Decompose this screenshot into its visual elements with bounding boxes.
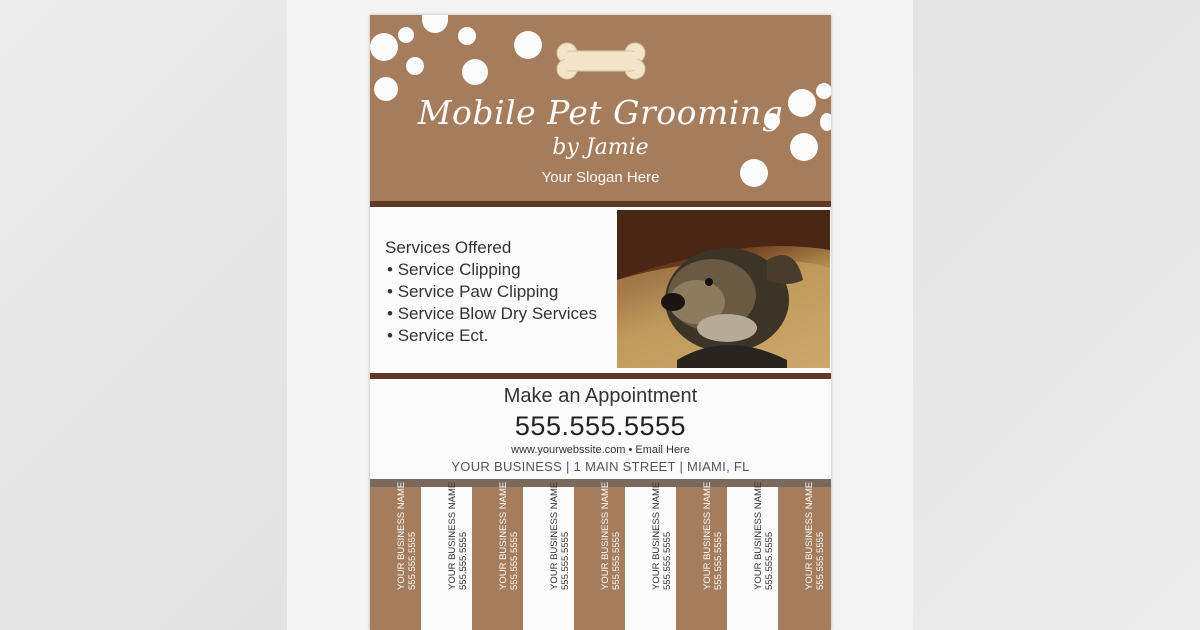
tear-off-tab[interactable]: [625, 481, 677, 630]
flyer-slogan: Your Slogan Here: [541, 169, 660, 186]
dog-bone-icon: [556, 42, 646, 80]
phone-number: 555.555.5555: [514, 411, 687, 441]
tear-off-tab[interactable]: [421, 481, 473, 630]
service-item: • Service Blow Dry Services: [387, 303, 597, 325]
flyer-subtitle: by Jamie: [552, 135, 649, 160]
tear-off-tab[interactable]: [574, 481, 626, 630]
background-left: [0, 0, 287, 630]
tab-phone: 555.555.5555: [815, 531, 826, 590]
tear-off-tab[interactable]: [370, 481, 422, 630]
dog-photo: [617, 210, 830, 368]
service-item: • Service Clipping: [387, 259, 597, 281]
flyer: [370, 15, 831, 630]
tear-off-tabs: [370, 481, 831, 630]
bubble-dot: [406, 57, 424, 75]
tab-business-name: YOUR BUSINESS NAME: [447, 481, 458, 590]
bubble-dot: [422, 15, 448, 33]
tab-business-name: YOUR BUSINESS NAME: [396, 481, 407, 590]
services-heading: Services Offered: [385, 238, 512, 257]
tab-phone: 555.555.5555: [764, 531, 775, 590]
bubble-dot: [398, 27, 414, 43]
tear-off-tab[interactable]: [727, 481, 779, 630]
flyer-title: Mobile Pet Grooming: [417, 93, 784, 132]
tear-off-tab[interactable]: [676, 481, 728, 630]
background-right: [913, 0, 1200, 630]
tab-phone: 555.555.5555: [713, 531, 724, 590]
service-item: • Service Ect.: [387, 325, 597, 347]
tab-business-name: YOUR BUSINESS NAME: [804, 481, 815, 590]
bubble-dot: [370, 33, 398, 61]
tear-off-tab[interactable]: [778, 481, 831, 630]
tab-business-name: YOUR BUSINESS NAME: [549, 481, 560, 590]
tear-off-tab[interactable]: [472, 481, 524, 630]
services-list: [385, 237, 597, 347]
tab-phone: 555.555.5555: [611, 531, 622, 590]
tab-phone: 555.555.5555: [458, 531, 469, 590]
tab-phone: 555.555.5555: [509, 531, 520, 590]
appointment-heading: Make an Appointment: [503, 385, 698, 407]
divider-bar: [370, 373, 831, 379]
service-item: • Service Paw Clipping: [387, 281, 597, 303]
business-address: YOUR BUSINESS | 1 MAIN STREET | MIAMI, FL: [451, 459, 750, 474]
bubble-dot: [462, 59, 488, 85]
bubble-dot: [458, 27, 476, 45]
tab-phone: 555.555.5555: [560, 531, 571, 590]
divider-bar: [370, 201, 831, 207]
tab-phone: 555.555.5555: [662, 531, 673, 590]
tear-off-tab[interactable]: [523, 481, 575, 630]
dog-illustration: [617, 210, 830, 368]
tab-business-name: YOUR BUSINESS NAME: [753, 481, 764, 590]
tab-business-name: YOUR BUSINESS NAME: [702, 481, 713, 590]
bubble-dot: [514, 31, 542, 59]
flyer-header: [370, 15, 831, 201]
tab-business-name: YOUR BUSINESS NAME: [498, 481, 509, 590]
web-email: www.yourwebssite.com • Email Here: [511, 444, 690, 456]
tab-business-name: YOUR BUSINESS NAME: [600, 481, 611, 590]
tab-business-name: YOUR BUSINESS NAME: [651, 481, 662, 590]
tab-phone: 555.555.5555: [407, 531, 418, 590]
